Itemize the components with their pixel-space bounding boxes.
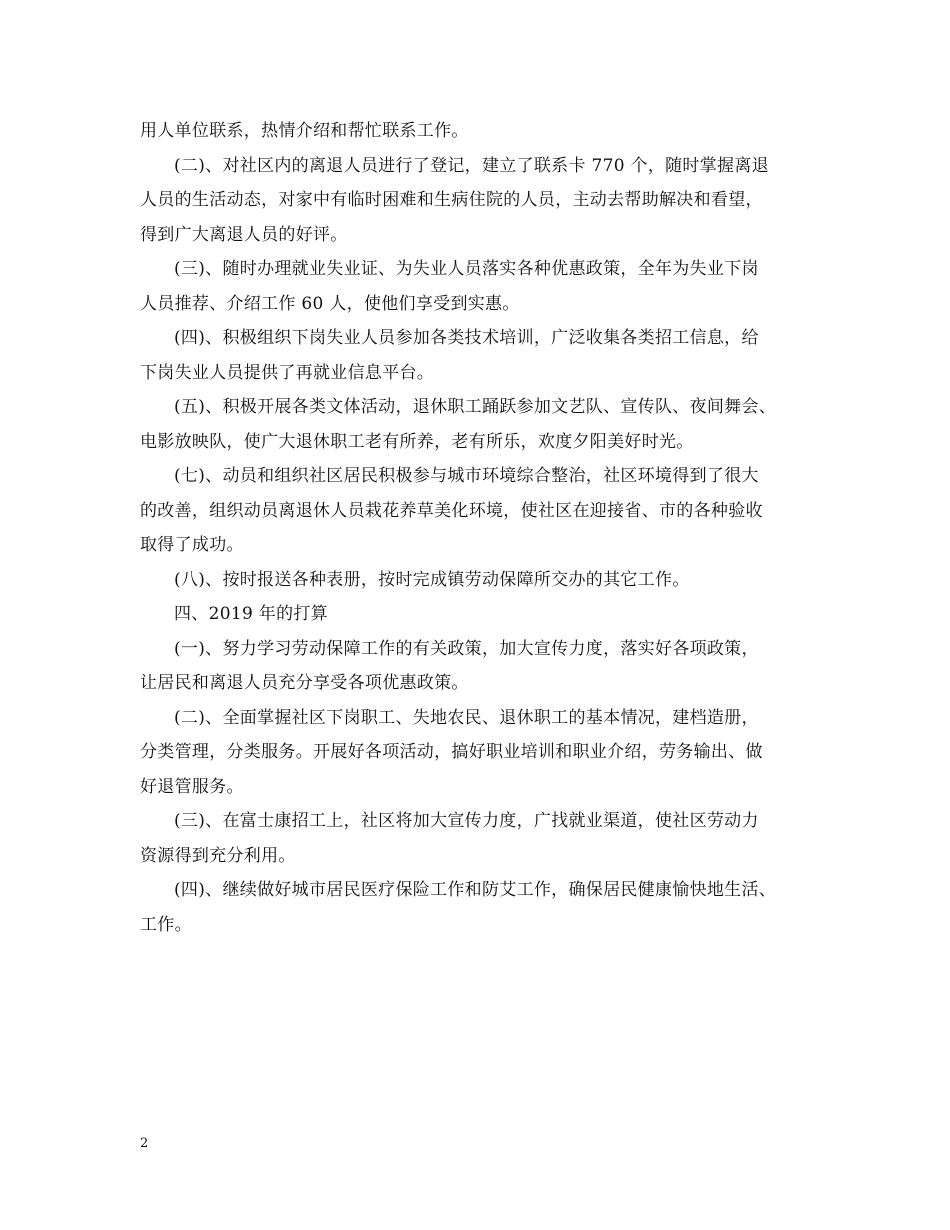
text-line: 资源得到充分利用。 [140, 845, 296, 866]
text-line: (一)、努力学习劳动保障工作的有关政策，加大宣传力度，落实好各项政策， [174, 638, 759, 659]
text-line: (二)、对社区内的离退人员进行了登记，建立了联系卡 770 个，随时掌握离退 [174, 155, 769, 176]
text-line: 电影放映队，使广大退休职工老有所养，老有所乐，欢度夕阳美好时光。 [140, 431, 694, 452]
text-line: (三)、在富士康招工上，社区将加大宣传力度，广找就业渠道，使社区劳动力 [174, 811, 759, 831]
text-line: (七)、动员和组织社区居民积极参与城市环境综合整治，社区环境得到了很大 [174, 466, 759, 486]
text-line: 四、2019 年的打算 [174, 604, 328, 624]
document-body [140, 114, 840, 942]
text-line: (八)、按时报送各种表册，按时完成镇劳动保障所交办的其它工作。 [174, 569, 690, 590]
text-line: (四)、积极组织下岗失业人员参加各类技术培训，广泛收集各类招工信息，给 [174, 328, 759, 348]
text-line: 人员推荐、介绍工作 60 人，使他们享受到实惠。 [140, 293, 520, 314]
text-line: (五)、积极开展各类文体活动，退休职工踊跃参加文艺队、宣传队、夜间舞会、 [174, 397, 777, 417]
text-line: 工作。 [140, 914, 192, 935]
text-line: 取得了成功。 [140, 535, 244, 555]
text-line: 分类管理，分类服务。开展好各项活动，搞好职业培训和职业介绍，劳务输出、做 [140, 742, 763, 762]
text-line: (三)、随时办理就业失业证、为失业人员落实各种优惠政策，全年为失业下岗 [174, 259, 759, 279]
text-line: 得到广大离退人员的好评。 [140, 224, 348, 245]
text-line: (二)、全面掌握社区下岗职工、失地农民、退休职工的基本情况，建档造册， [174, 707, 759, 728]
text-line: 人员的生活动态，对家中有临时困难和生病住院的人员，主动去帮助解决和看望， [140, 190, 763, 210]
text-line: 好退管服务。 [140, 776, 244, 797]
text-line: 下岗失业人员提供了再就业信息平台。 [140, 362, 435, 383]
text-line: 用人单位联系，热情介绍和帮忙联系工作。 [140, 121, 469, 141]
page-number: 2 [140, 1136, 149, 1151]
text-line: (四)、继续做好城市居民医疗保险工作和防艾工作，确保居民健康愉快地生活、 [174, 880, 777, 900]
text-line: 让居民和离退人员充分享受各项优惠政策。 [140, 673, 469, 693]
text-line: 的改善，组织动员离退休人员栽花养草美化环境，使社区在迎接省、市的各种验收 [140, 500, 763, 521]
